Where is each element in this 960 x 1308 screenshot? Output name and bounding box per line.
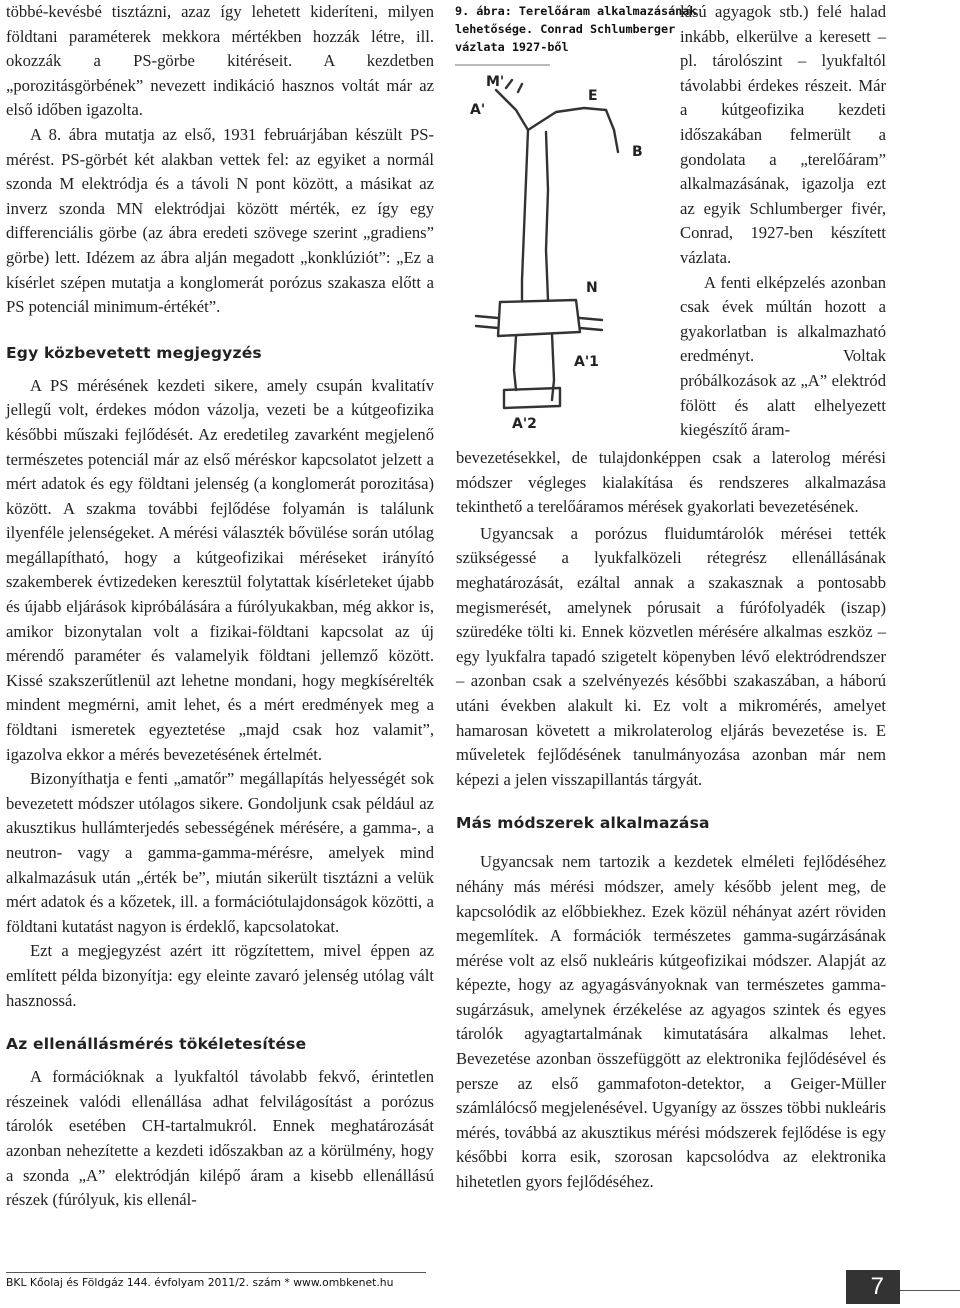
sketch-e-wire: [528, 108, 606, 130]
caption-line: 9. ábra: Terelőáram alkalmazásának: [455, 4, 697, 18]
caption-line: lehetősége. Conrad Schlumberger: [455, 22, 676, 36]
paragraph: A fenti elképzelés azonban csak évek múltán hozott a gyakorlatban is alkalmazható eredményt. Voltak próbálkozások az „A” elektród fölött és alatt elhelyezett kiegészítő áram-: [680, 272, 886, 440]
caption-line: vázlata 1927-ből: [455, 40, 569, 54]
sketch-top-marks: [506, 80, 522, 92]
paragraph: Bizonyíthatja e fenti „amatőr” megállapítás helyességét sok bevezetett módszer utólagos sikere. Gondoljunk csak például az akusztikus hullámterjedés sebességének mérésére, a gamma-, a neutron- vagy a gamma-gamma-mérésre, amelyek mind alkalmazásuk után „érték be”, miután sikerült tisztázni a velük mért adatok és a kőzetek, ill. a formációtulajdonságok közötti, a földtani kutatást nagyon is érdeklő, kapcsolatokat.: [6, 769, 434, 936]
label-a-prime: A': [470, 102, 486, 118]
label-n: N: [586, 280, 598, 296]
left-column: [6, 0, 434, 1213]
paragraph: A formációknak a lyukfaltól távolabb fekvő, érintetlen részeinek valódi ellenállása adhat felvilágosítást a porózus tárolók esetében CH-tartalmukról. Ennek meghatározását azonban nehezítette a kezdeti időszakban az a körülmény, hogy a szonda „A” elektródján kilépő áram a kisebb ellenállású részek (fúrólyuk, kis ellenál-: [6, 1067, 434, 1210]
paragraph: többé-kevésbé tisztázni, azaz így lehetett kideríteni, milyen földtani paraméterek mekkora mértékben hozzák létre, ill. okozzák a PS-görbe kitéréseit. A kezdetben „porozitásgörbének” nevezett indikáció hasznos voltát már az első időben igazolta.: [6, 2, 434, 120]
paragraph: Ugyancsak nem tartozik a kezdetek elméleti fejlődéséhez néhány más mérési módszer, amely később jelent meg, de kapcsolódik az előbbiekhez. Ezek közül néhányat azért röviden megemlítek. A formációk természetes gamma-sugárzásának mérése volt az első nukleáris kútgeofizikai módszer. Alapját az képezte, hogy az agyagásványoknak van természetes gamma-sugárzásuk, amelynek érzékelése az agyagos szintek és egyes tárolók agyagtartalmának kimutatására alkalmas lehet. Bevezetése azonban összefüggött az elektronika fejlődésével és persze az első gammafoton-detektor, a Geiger-Müller számlálócső megjelenésével. Ugyanígy az összes többi nukleáris mérés, továbbá az akusztikus mérési módszerek fejlődése is egy későbbi korra esik, szorosan kapcsolódva az elektronika hihetetlen gyors fejlődéséhez.: [456, 852, 886, 1192]
section-heading: Az ellenállásmérés tökéletesítése: [6, 1035, 307, 1054]
paragraph: lású agyagok stb.) felé halad inkább, elkerülve a keresett – pl. tárolószint – lyukfaltól távolabbi érdekes részeit. Már a kútgeofizika kezdeti időszakában felmerült a gondolata a „terelőáram” alkalmazásának, igazolja ezt az egyik Schlumberger fivér, Conrad, 1927-ben készített vázlata.: [680, 2, 886, 267]
sketch-current-lines: [476, 316, 602, 330]
label-b: B: [632, 144, 643, 160]
page-number: 7: [846, 1270, 900, 1304]
sketch-wire-lower-right: [552, 334, 554, 400]
sketch-b-wire: [606, 110, 618, 152]
paragraph: A 8. ábra mutatja az első, 1931 februárjában készült PS-mérést. PS-görbét két alakban vettek fel: az egyiket a normál szonda M elektródja és a távoli N pont között, a másikat az inverz szonda MN elektródjai között mérték, ez így egy differenciális görbe (az ábra eredeti szövege szerint „gradiens” görbe) lett. Idézem az ábra alján megadott „konklúziót”: „Ez a kísérlet szépen mutatja a konglomerát porózus szakasza előtt a PS potenciál minimum-értékét”.: [6, 124, 434, 317]
page-number-rule: [900, 1290, 960, 1291]
sketch-diagonal-line: [496, 90, 528, 130]
label-e: E: [588, 88, 598, 104]
section-heading: Egy közbevetett megjegyzés: [6, 343, 262, 362]
sketch-right-wire: [546, 132, 548, 300]
label-a-one: A'1: [574, 354, 599, 370]
footer-rule: [6, 1272, 426, 1273]
footer-journal-info: BKL Kőolaj és Földgáz 144. évfolyam 2011/2. szám * www.ombkenet.hu: [6, 1276, 394, 1289]
caption-rule: [455, 64, 550, 66]
paragraph: Ugyancsak a porózus fluidumtárolók mérései tették szükségessé a lyukfalközeli rétegrész ellenállásának meghatározását, ezáltal annak a szakasznak a pontosabb megismerését, amelynek pórusait a fúrófolyadék (iszap) szüredéke tölti ki. Ennek közvetlen mérésére alkalmas eszköz – egy lyukfalra tapadó szigetelt köpenyben lévő elektródrendszer – azonban csak a szelvényezés későbbi szakaszában, a háború utáni években alakult ki. Ez volt a mikromérés, amelyet hamarosan követett a mikrolaterolog eljárás bevezetése is. E műveletek fejlődésének tanulmányozása azonban már nem képezi a jelen visszapillantás tárgyát.: [456, 523, 886, 789]
figure-caption: [455, 2, 697, 56]
sketch-left-wire: [522, 130, 528, 300]
sketch-electrode-box: [498, 300, 580, 336]
right-column: [456, 446, 886, 1195]
narrow-column: [680, 0, 886, 443]
label-a-two: A'2: [512, 416, 537, 432]
paragraph: bevezetésekkel, de tulajdonképpen csak a laterolog mérési módszer végleges kialakítása és rendszeres alkalmazása tekinthető a terelőáramos mérések gyakorlati bevezetésének.: [456, 448, 886, 517]
label-m-prime: M': [486, 74, 505, 90]
sketch-wire-lower-left: [514, 336, 516, 390]
figure-sketch: [456, 70, 668, 442]
paragraph: A PS mérésének kezdeti sikere, amely csupán kvalitatív jellegű volt, érdekes módon vázolja, vezeti be a kútgeofizika későbbi műszaki fejlődését. Az eredetileg zavarként megjelenő természetes potenciál már az első méréskor kapcsolatot jelzett a mért adatok és egy földtani jelenség (a konglomerát porozitása) között. A szakma további fejlődése folyamán is találunk ilyenféle jelenségeket. A mérési választék bővülése során utólag megállapítható, hogy a kútgeofizikai méréseket irányító szakemberek évtizedeken keresztül folytattak kísérleteket újabb és újabb eljárások kipróbálására a fúrólyukakban, még akkor is, amikor bizonytalan volt a fizikai-földtani kapcsolat az új mérendő paraméter és valamelyik földtani jellemző között. Kissé szakszerűtlenül azt lehetne mondani, hogy megkísérelték mindent megmérni, amit lehet, és a mért eredmények meg a földtani ismeretek egyeztetése „majd csak hoz valamit”, igazolva ekkor a mérés bevezetésének értelmét.: [6, 375, 434, 764]
paragraph: Ezt a megjegyzést azért itt rögzítettem, mivel éppen az említett példa bizonyítja: egy eleinte zavaró jelenség utólag vált hasznossá.: [6, 941, 434, 1010]
section-heading: Más módszerek alkalmazása: [456, 814, 710, 833]
